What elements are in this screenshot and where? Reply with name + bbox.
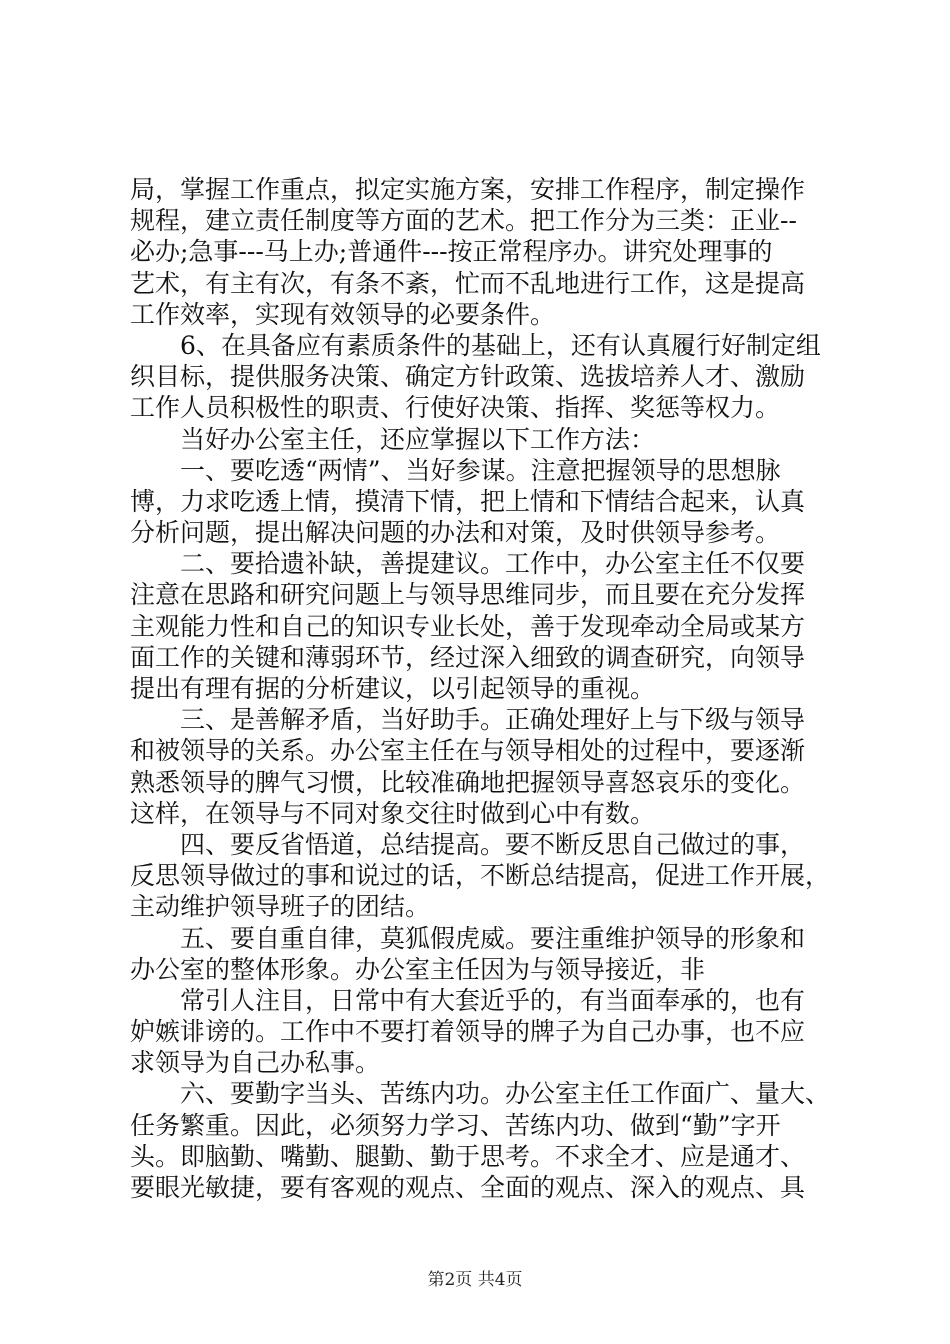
text-line: 必办;急事---马上办;普通件---按正常程序办。讲究处理事的	[130, 237, 773, 267]
text-line: 三、是善解矛盾，当好助手。正确处理好上与下级与领导	[130, 705, 806, 735]
text-line: 和被领导的关系。办公室主任在与领导相处的过程中，要逐渐	[130, 736, 806, 766]
text-line: 注意在思路和研究问题上与领导思维同步，而且要在充分发挥	[130, 580, 806, 610]
text-line: 局，掌握工作重点，拟定实施方案，安排工作程序，制定操作	[130, 175, 806, 204]
text-line: 四、要反省悟道，总结提高。要不断反思自己做过的事，	[130, 829, 806, 859]
text-line: 常引人注目，日常中有大套近乎的，有当面奉承的，也有	[130, 985, 806, 1015]
text-line: 主动维护领导班子的团结。	[130, 892, 431, 922]
text-line: 工作人员积极性的职责、行使好决策、指挥、奖惩等权力。	[130, 393, 781, 423]
text-line: 二、要拾遗补缺，善提建议。工作中，办公室主任不仅要	[130, 549, 806, 579]
text-line: 办公室的整体形象。办公室主任因为与领导接近，非	[130, 954, 706, 984]
text-line: 博，力求吃透上情，摸清下情，把上情和下情结合起来，认真	[130, 486, 806, 516]
body-text	[130, 174, 835, 1203]
text-line: 一、要吃透“两情”、当好参谋。注意把握领导的思想脉	[130, 455, 781, 485]
text-line: 这样，在领导与不同对象交往时做到心中有数。	[130, 798, 656, 828]
text-line: 艺术，有主有次，有条不紊，忙而不乱地进行工作，这是提高	[130, 268, 806, 298]
text-line: 要眼光敏捷，要有客观的观点、全面的观点、深入的观点、具	[130, 1173, 806, 1202]
text-line: 头。即脑勤、嘴勤、腿勤、勤于思考。不求全才、应是通才、	[130, 1141, 806, 1171]
text-line: 反思领导做过的事和说过的话，不断总结提高，促进工作开展，	[130, 861, 831, 891]
text-line: 提出有理有据的分析建议，以引起领导的重视。	[130, 674, 656, 703]
text-line: 当好办公室主任，还应掌握以下工作方法：	[130, 424, 656, 454]
text-line: 面工作的关键和薄弱环节，经过深入细致的调查研究，向领导	[130, 642, 806, 672]
text-line: 五、要自重自律，莫狐假虎威。要注重维护领导的形象和	[130, 923, 806, 953]
text-line: 6、在具备应有素质条件的基础上，还有认真履行好制定组	[130, 330, 821, 360]
text-line: 主观能力性和自己的知识专业长处，善于发现牵动全局或某方	[130, 611, 806, 641]
text-line: 分析问题，提出解决问题的办法和对策，及时供领导参考。	[130, 518, 781, 548]
text-line: 熟悉领导的脾气习惯，比较准确地把握领导喜怒哀乐的变化。	[130, 767, 806, 797]
text-line: 织目标，提供服务决策、确定方针政策、选拔培养人才、激励	[130, 362, 806, 392]
text-line: 六、要勤字当头、苦练内功。办公室主任工作面广、量大、	[130, 1079, 831, 1109]
text-line: 工作效率，实现有效领导的必要条件。	[130, 299, 556, 329]
page-footer: 第2页 共4页	[427, 1270, 523, 1290]
text-line: 妒嫉诽谤的。工作中不要打着领导的牌子为自己办事，也不应	[130, 1017, 806, 1047]
text-line: 任务繁重。因此，必须努力学习、苦练内功、做到“勤”字开	[130, 1110, 781, 1140]
text-line: 规程，建立责任制度等方面的艺术。把工作分为三类：正业--	[130, 206, 797, 236]
text-line: 求领导为自己办私事。	[130, 1048, 381, 1078]
